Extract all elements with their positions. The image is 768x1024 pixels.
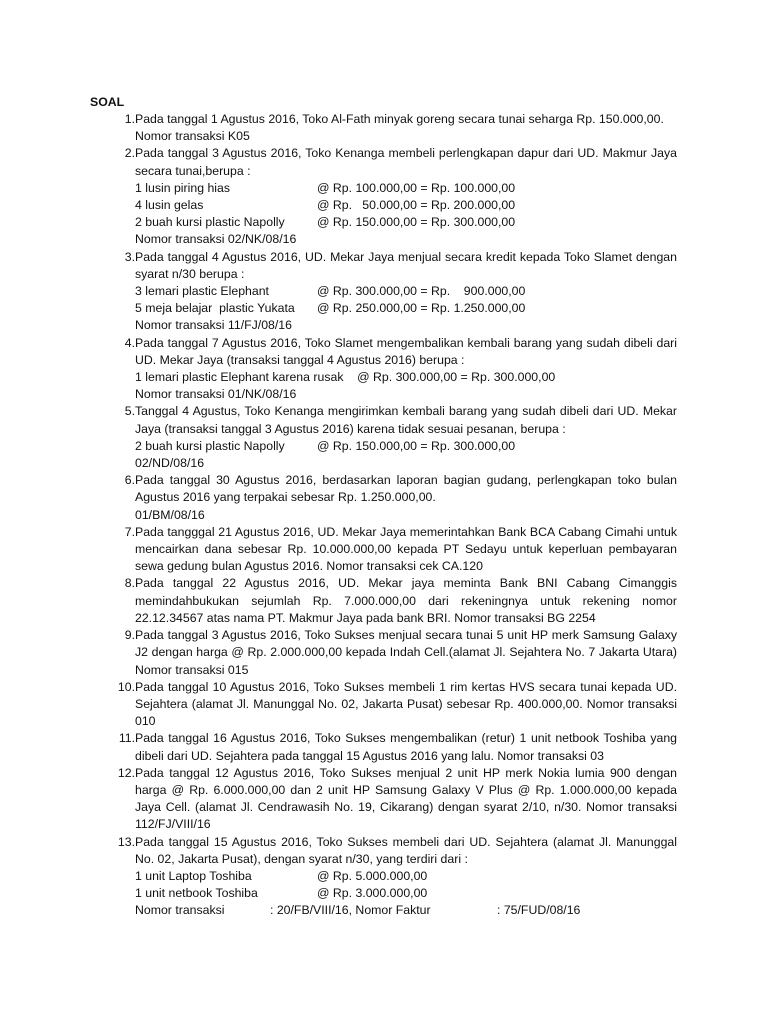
item-body bbox=[135, 575, 677, 627]
item-number bbox=[100, 765, 135, 834]
heading: SOAL bbox=[90, 95, 125, 109]
item-number bbox=[100, 403, 135, 472]
item-body bbox=[135, 524, 677, 576]
goods-name: 2 buah kursi plastic Napolly bbox=[135, 438, 285, 453]
item-body bbox=[135, 145, 677, 248]
item-text: Pada tanggal 3 Agustus 2016, Toko Sukses menjual secara tunai 5 unit HP merk Samsung Galaxy J2 dengan harga @ Rp. 2.000.000,00 kepada Indah Cell.(alamat Jl. Sejahtera No. 7 Jakarta Utara) Nomor transaksi 015 bbox=[135, 628, 677, 677]
item-number-text: 8. bbox=[124, 576, 135, 591]
item-line: 01/BM/08/16 bbox=[135, 507, 205, 522]
item-text: Pada tanggal 10 Agustus 2016, Toko Sukses membeli 1 rim kertas HVS secara tunai kepada UD. Sejahtera (alamat Jl. Manunggal No. 02, Jakarta Pusat) sebesar Rp. 400.000,00. Nomor transaksi 010 bbox=[135, 679, 677, 729]
price-row bbox=[135, 300, 677, 317]
transaction-number: : 20/FB/VIII/16, Nomor Faktur bbox=[270, 903, 431, 918]
list-item bbox=[100, 627, 680, 679]
item-number bbox=[100, 679, 135, 731]
item-body bbox=[135, 679, 677, 731]
goods-name: 4 lusin gelas bbox=[135, 198, 204, 213]
goods-price: @ Rp. 250.000,00 = Rp. 1.250.000,00 bbox=[317, 301, 526, 316]
list-item bbox=[100, 145, 680, 248]
price-row bbox=[135, 868, 677, 885]
item-number-text: 2. bbox=[124, 146, 135, 161]
item-line: 1 lemari plastic Elephant karena rusak @ Rp. 300.000,00 = Rp. 300.000,00 bbox=[135, 370, 556, 385]
item-number-text: 5. bbox=[124, 404, 135, 419]
item-number bbox=[100, 335, 135, 404]
item-body bbox=[135, 730, 677, 764]
goods-price: @ Rp. 150.000,00 = Rp. 300.000,00 bbox=[317, 438, 516, 453]
item-text: Pada tanggal 7 Agustus 2016, Toko Slamet mengembalikan kembali barang yang sudah dibeli dari UD. Mekar Jaya (transaksi tanggal 4 Agustus 2016) berupa : bbox=[135, 335, 677, 367]
list-item bbox=[100, 249, 680, 335]
invoice-number: : 75/FUD/08/16 bbox=[497, 903, 581, 918]
price-row bbox=[135, 283, 677, 300]
item-text: Pada tanggal 30 Agustus 2016, berdasarkan laporan bagian gudang, perlengkapan toko bulan Agustus 2016 yang terpakai sebesar Rp. 1.250.000,00. bbox=[135, 473, 677, 505]
item-body bbox=[135, 249, 677, 335]
item-line: Nomor transaksi 02/NK/08/16 bbox=[135, 232, 297, 247]
item-number-text: 11. bbox=[118, 731, 135, 746]
item-number bbox=[100, 472, 135, 524]
item-text: Pada tanggal 16 Agustus 2016, Toko Sukses mengembalikan (retur) 1 unit netbook Toshiba yang dibeli dari UD. Sejahtera pada tanggal 15 Agustus 2016 yang lalu. Nomor transaksi 03 bbox=[135, 731, 677, 763]
list-item bbox=[100, 335, 680, 404]
item-number bbox=[100, 627, 135, 679]
item-text: Pada tanggal 15 Agustus 2016, Toko Sukses membeli dari UD. Sejahtera (alamat Jl. Manunggal No. 02, Jakarta Pusat), dengan syarat n/30, yang terdiri dari : bbox=[135, 834, 677, 866]
question-list bbox=[100, 111, 680, 920]
goods-price: @ Rp. 3.000.000,00 bbox=[317, 886, 428, 901]
price-row bbox=[135, 180, 677, 197]
item-line: 02/ND/08/16 bbox=[135, 456, 205, 471]
item-number-text: 6. bbox=[124, 473, 135, 488]
item-line: Nomor transaksi 11/FJ/08/16 bbox=[135, 318, 292, 333]
item-number bbox=[100, 524, 135, 576]
item-body bbox=[135, 403, 677, 472]
item-body bbox=[135, 765, 677, 834]
item-number bbox=[100, 145, 135, 248]
item-line: Nomor transaksi 01/NK/08/16 bbox=[135, 387, 297, 402]
item-text: Pada tanggal 12 Agustus 2016, Toko Sukses menjual 2 unit HP merk Nokia lumia 900 dengan harga @ Rp. 6.000.000,00 dan 2 unit HP Samsung Galaxy V Plus @ Rp. 1.000.000,00 kepada Jaya Cell. (alamat Jl. Cendrawasih No. 19, Cikarang) dengan syarat 2/10, n/30. Nomor transaksi 112/FJ/VIII/16 bbox=[135, 765, 677, 832]
item-text: Pada tanggal 4 Agustus 2016, UD. Mekar Jaya menjual secara kredit kepada Toko Slamet dengan syarat n/30 berupa : bbox=[135, 249, 677, 281]
goods-name: 2 buah kursi plastic Napolly bbox=[135, 215, 285, 230]
goods-name: 5 meja belajar plastic Yukata bbox=[135, 301, 295, 316]
item-number-text: 1. bbox=[124, 112, 135, 126]
goods-name: 1 unit Laptop Toshiba bbox=[135, 868, 252, 883]
item-number bbox=[100, 834, 135, 920]
goods-price: @ Rp. 300.000,00 = Rp. 900.000,00 bbox=[317, 284, 526, 299]
goods-price: @ Rp. 5.000.000,00 bbox=[317, 868, 428, 883]
item-line: Nomor transaksi K05 bbox=[135, 129, 250, 144]
list-item bbox=[100, 111, 680, 145]
item-text: Pada tangggal 21 Agustus 2016, UD. Mekar Jaya memerintahkan Bank BCA Cabang Cimahi untuk mencairkan dana sebesar Rp. 10.000.000,00 kepada PT Sedayu untuk keperluan pembayaran sewa gedung bulan Agustus 2016. Nomor transaksi cek CA.120 bbox=[135, 524, 677, 574]
price-row bbox=[135, 214, 677, 231]
price-row bbox=[135, 197, 677, 214]
item-number-text: 10. bbox=[117, 679, 135, 694]
list-item bbox=[100, 730, 680, 764]
item-text: Tanggal 4 Agustus, Toko Kenanga mengirimkan kembali barang yang sudah dibeli dari UD. Mekar Jaya (transaksi tanggal 3 Agustus 2016) karena tidak sesuai pesanan, berupa : bbox=[135, 404, 677, 436]
transaction-row bbox=[135, 902, 677, 919]
goods-price: @ Rp. 100.000,00 = Rp. 100.000,00 bbox=[317, 180, 516, 195]
price-row bbox=[135, 438, 677, 455]
transaction-label: Nomor transaksi bbox=[135, 903, 225, 918]
item-number-text: 12. bbox=[117, 765, 135, 780]
item-text: Pada tanggal 3 Agustus 2016, Toko Kenanga membeli perlengkapan dapur dari UD. Makmur Jaya secara tunai,berupa : bbox=[135, 146, 677, 178]
list-item bbox=[100, 679, 680, 731]
goods-name: 1 lusin piring hias bbox=[135, 180, 231, 195]
item-body bbox=[135, 472, 677, 524]
list-item bbox=[100, 472, 680, 524]
list-item bbox=[100, 834, 680, 920]
item-number-text: 9. bbox=[124, 628, 135, 643]
goods-name: 1 unit netbook Toshiba bbox=[135, 886, 258, 901]
item-number-text: 4. bbox=[124, 335, 135, 350]
item-text: Pada tanggal 1 Agustus 2016, Toko Al-Fath minyak goreng secara tunai seharga Rp. 150.000,00. bbox=[135, 112, 664, 126]
item-body bbox=[135, 335, 677, 404]
goods-price: @ Rp. 50.000,00 = Rp. 200.000,00 bbox=[317, 198, 516, 213]
item-number-text: 13. bbox=[117, 834, 135, 849]
item-number-text: 7. bbox=[124, 524, 135, 539]
goods-name: 3 lemari plastic Elephant bbox=[135, 284, 269, 299]
item-body bbox=[135, 111, 677, 145]
goods-price: @ Rp. 150.000,00 = Rp. 300.000,00 bbox=[317, 215, 516, 230]
item-number-text: 3. bbox=[124, 249, 135, 264]
item-body bbox=[135, 834, 677, 920]
price-row bbox=[135, 885, 677, 902]
list-item bbox=[100, 575, 680, 627]
item-body bbox=[135, 627, 677, 679]
list-item bbox=[100, 524, 680, 576]
item-number bbox=[100, 575, 135, 627]
item-number bbox=[100, 730, 135, 764]
list-item bbox=[100, 765, 680, 834]
list-item bbox=[100, 403, 680, 472]
item-text: Pada tanggal 22 Agustus 2016, UD. Mekar jaya meminta Bank BNI Cabang Cimanggis memindahbukukan sejumlah Rp. 7.000.000,00 dari rekeningnya untuk rekening nomor 22.12.34567 atas nama PT. Makmur Jaya pada bank BRI. Nomor transaksi BG 2254 bbox=[135, 576, 677, 625]
item-number bbox=[100, 111, 135, 145]
item-number bbox=[100, 249, 135, 335]
